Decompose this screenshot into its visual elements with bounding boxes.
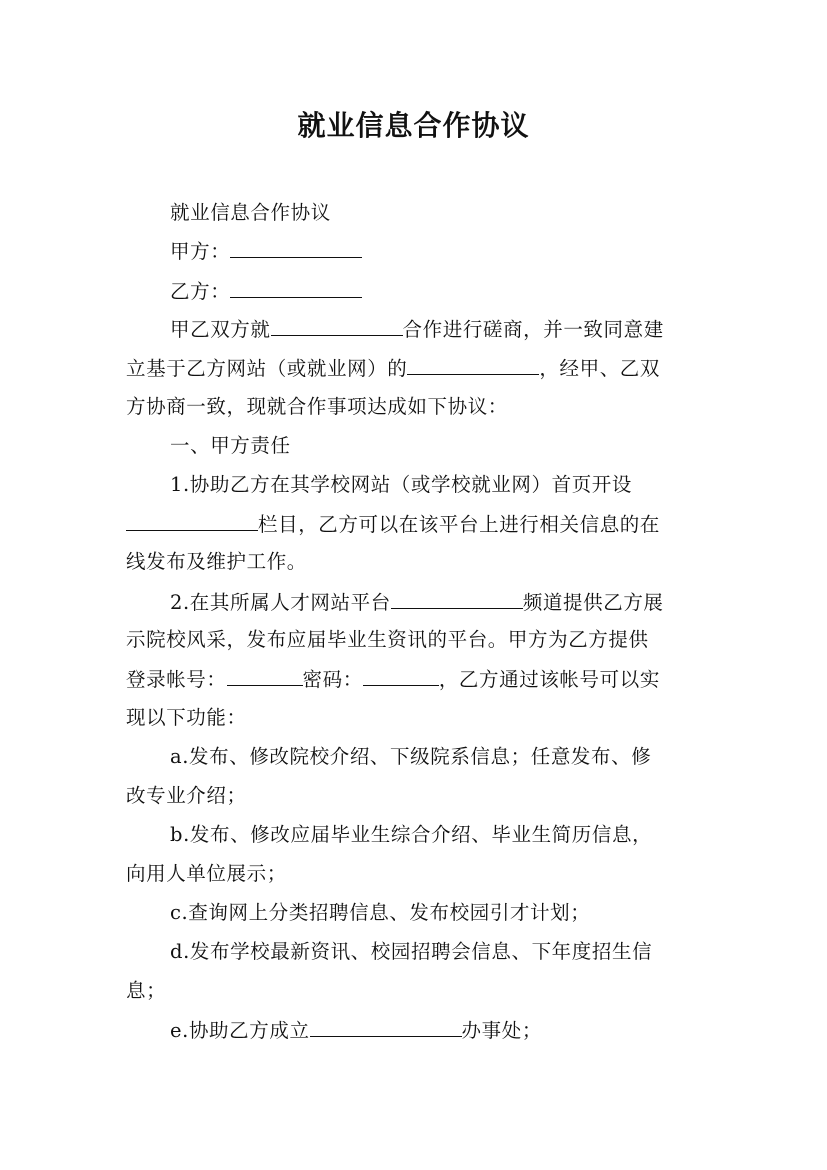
clause-line [126, 666, 716, 693]
list-item: c.查询网上分类招聘信息、发布校园引才计划； [170, 901, 591, 924]
text-span: ，经甲、乙双 [539, 357, 661, 380]
clause-line: 现以下功能： [126, 706, 247, 729]
password-blank [363, 666, 439, 686]
clause-line [170, 589, 760, 616]
blank-line [126, 511, 258, 531]
list-item-cont: 改专业介绍； [126, 784, 247, 807]
text-span: 甲乙双方就 [170, 318, 271, 341]
blank-line [271, 316, 403, 336]
text-span: 登录帐号： [126, 668, 227, 691]
clause-line: 示院校风采，发布应届毕业生资讯的平台。甲方为乙方提供 [126, 628, 649, 651]
list-item [170, 1017, 760, 1044]
blank-line [407, 355, 539, 375]
blank-line [391, 589, 523, 609]
clause-line: 1.协助乙方在其学校网站（或学校就业网）首页开设 [170, 473, 633, 496]
paragraph-line [170, 316, 760, 343]
list-item-cont: 息； [126, 979, 167, 1002]
list-item: b.发布、修改应届毕业生综合介绍、毕业生简历信息， [170, 823, 653, 846]
text-span: 立基于乙方网站（或就业网）的 [126, 357, 408, 380]
text-span: e.协助乙方成立 [170, 1019, 310, 1042]
subtitle-line: 就业信息合作协议 [170, 201, 331, 224]
party-b-label: 乙方： [170, 280, 231, 303]
account-blank [227, 666, 303, 686]
text-span: 频道提供乙方展 [522, 591, 664, 614]
party-b-line [170, 278, 760, 305]
party-a-blank [230, 238, 362, 258]
text-span: 2.在其所属人才网站平台 [170, 591, 391, 614]
text-span: 密码： [302, 668, 363, 691]
text-span: 栏目，乙方可以在该平台上进行相关信息的在 [258, 513, 661, 536]
list-item: d.发布学校最新资讯、校园招聘会信息、下年度招生信 [170, 940, 653, 963]
party-b-blank [230, 278, 362, 298]
office-blank [310, 1017, 462, 1037]
section-heading: 一、甲方责任 [170, 434, 291, 457]
party-a-label: 甲方： [170, 240, 231, 263]
clause-line [126, 511, 716, 538]
paragraph-line [126, 355, 716, 382]
text-span: 合作进行磋商，并一致同意建 [402, 318, 664, 341]
list-item: a.发布、修改院校介绍、下级院系信息；任意发布、修 [170, 745, 652, 768]
text-span: ，乙方通过该帐号可以实 [438, 668, 660, 691]
list-item-cont: 向用人单位展示； [126, 862, 287, 885]
party-a-line [170, 238, 760, 265]
document-title: 就业信息合作协议 [297, 109, 530, 142]
paragraph-line: 方协商一致，现就合作事项达成如下协议： [126, 395, 508, 418]
clause-line: 线发布及维护工作。 [126, 550, 307, 573]
text-span: 办事处； [461, 1019, 542, 1042]
